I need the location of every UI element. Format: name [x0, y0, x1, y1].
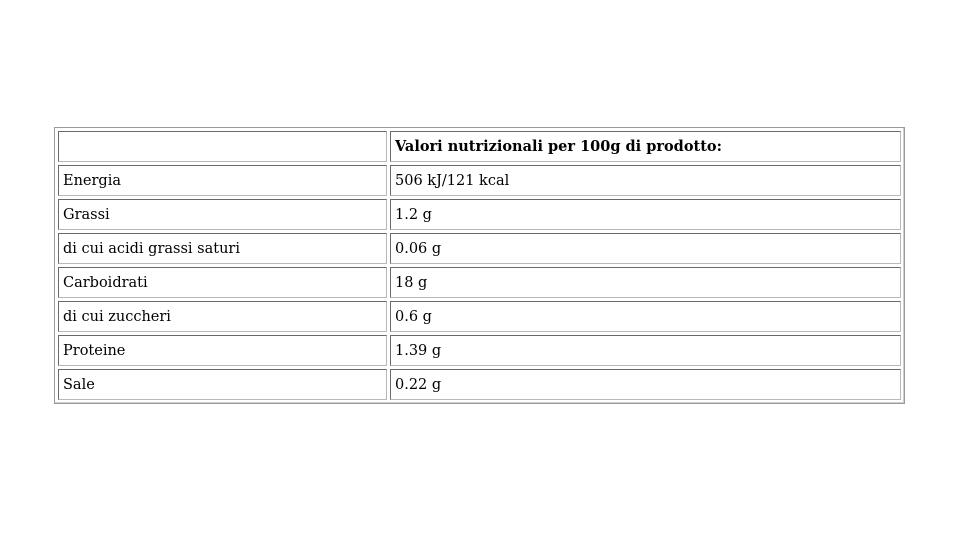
nutrient-value: 0.6 g [390, 301, 901, 332]
nutrient-label: Proteine [58, 335, 387, 366]
nutrition-table [54, 127, 905, 404]
nutrient-value: 506 kJ/121 kcal [390, 165, 901, 196]
table-row [58, 301, 901, 332]
nutrient-label: di cui zuccheri [58, 301, 387, 332]
nutrient-value: 1.39 g [390, 335, 901, 366]
nutrient-label: Energia [58, 165, 387, 196]
header-value-cell: Valori nutrizionali per 100g di prodotto: [390, 131, 901, 162]
table-row [58, 199, 901, 230]
table-row [58, 267, 901, 298]
nutrient-label: Sale [58, 369, 387, 400]
table-row [58, 233, 901, 264]
table-row [58, 335, 901, 366]
nutrient-value: 1.2 g [390, 199, 901, 230]
table-header-row [58, 131, 901, 162]
nutrient-label: Carboidrati [58, 267, 387, 298]
nutrient-value: 18 g [390, 267, 901, 298]
nutrient-value: 0.06 g [390, 233, 901, 264]
table-row [58, 165, 901, 196]
header-label-cell [58, 131, 387, 162]
table-row [58, 369, 901, 400]
nutrient-label: Grassi [58, 199, 387, 230]
nutrient-label: di cui acidi grassi saturi [58, 233, 387, 264]
nutrient-value: 0.22 g [390, 369, 901, 400]
